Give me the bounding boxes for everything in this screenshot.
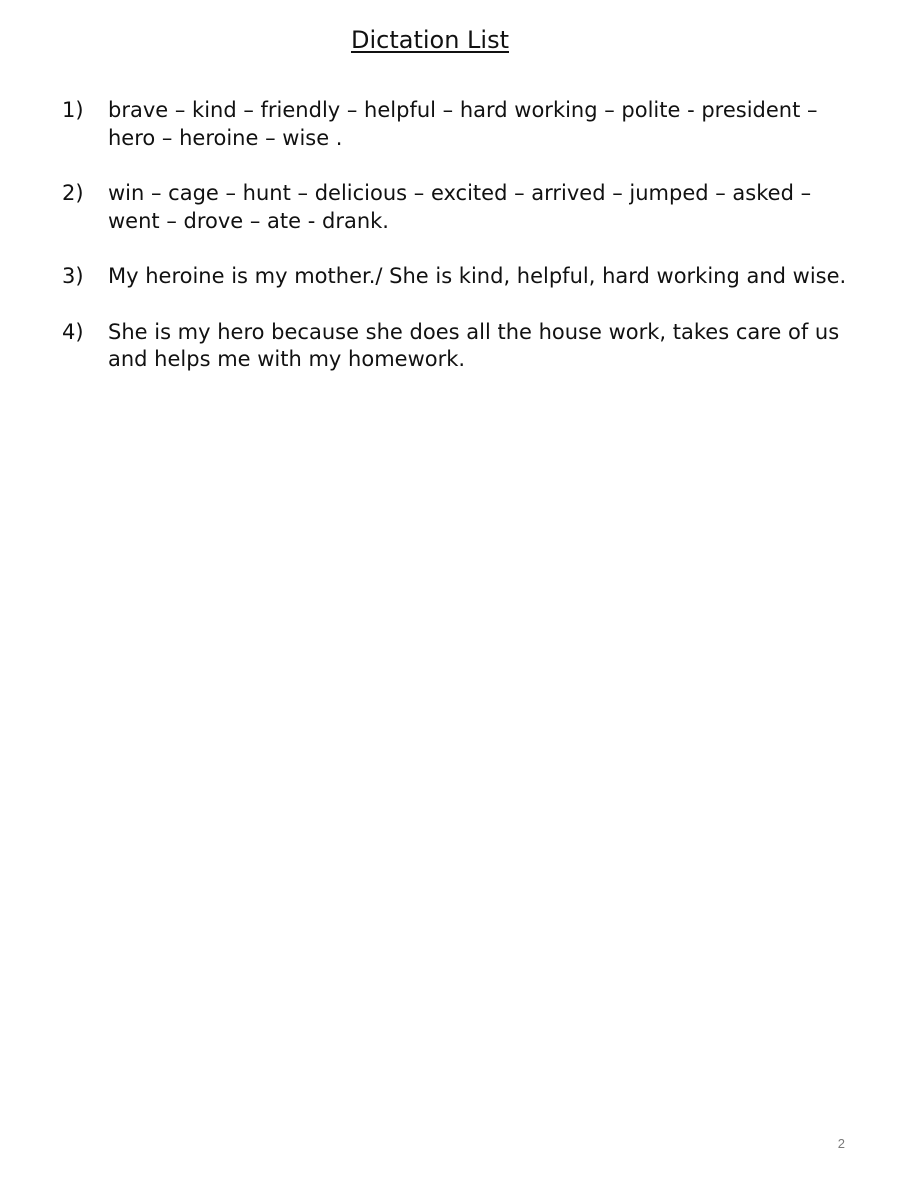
item-number: 4) — [62, 319, 84, 344]
item-text: She is my hero because she does all the house work, takes care of us and helps me with my homework. — [108, 319, 840, 371]
item-number: 3) — [62, 264, 84, 288]
list-item — [62, 263, 872, 291]
page-title: Dictation List — [350, 26, 509, 54]
list-item — [62, 180, 872, 235]
dictation-list — [62, 97, 872, 402]
item-text: My heroine is my mother./ She is kind, helpful, hard working and wise. — [108, 264, 847, 288]
item-number: 1) — [62, 98, 84, 122]
item-text: win – cage – hunt – delicious – excited – arrived – jumped – asked – went – drove – ate - drank. — [108, 181, 812, 233]
list-item — [62, 97, 872, 152]
page-number: 2 — [837, 1136, 845, 1151]
item-text: brave – kind – friendly – helpful – hard working – polite - president – hero – heroine – wise . — [108, 98, 818, 150]
list-item — [62, 319, 872, 374]
item-number: 2) — [62, 181, 84, 205]
